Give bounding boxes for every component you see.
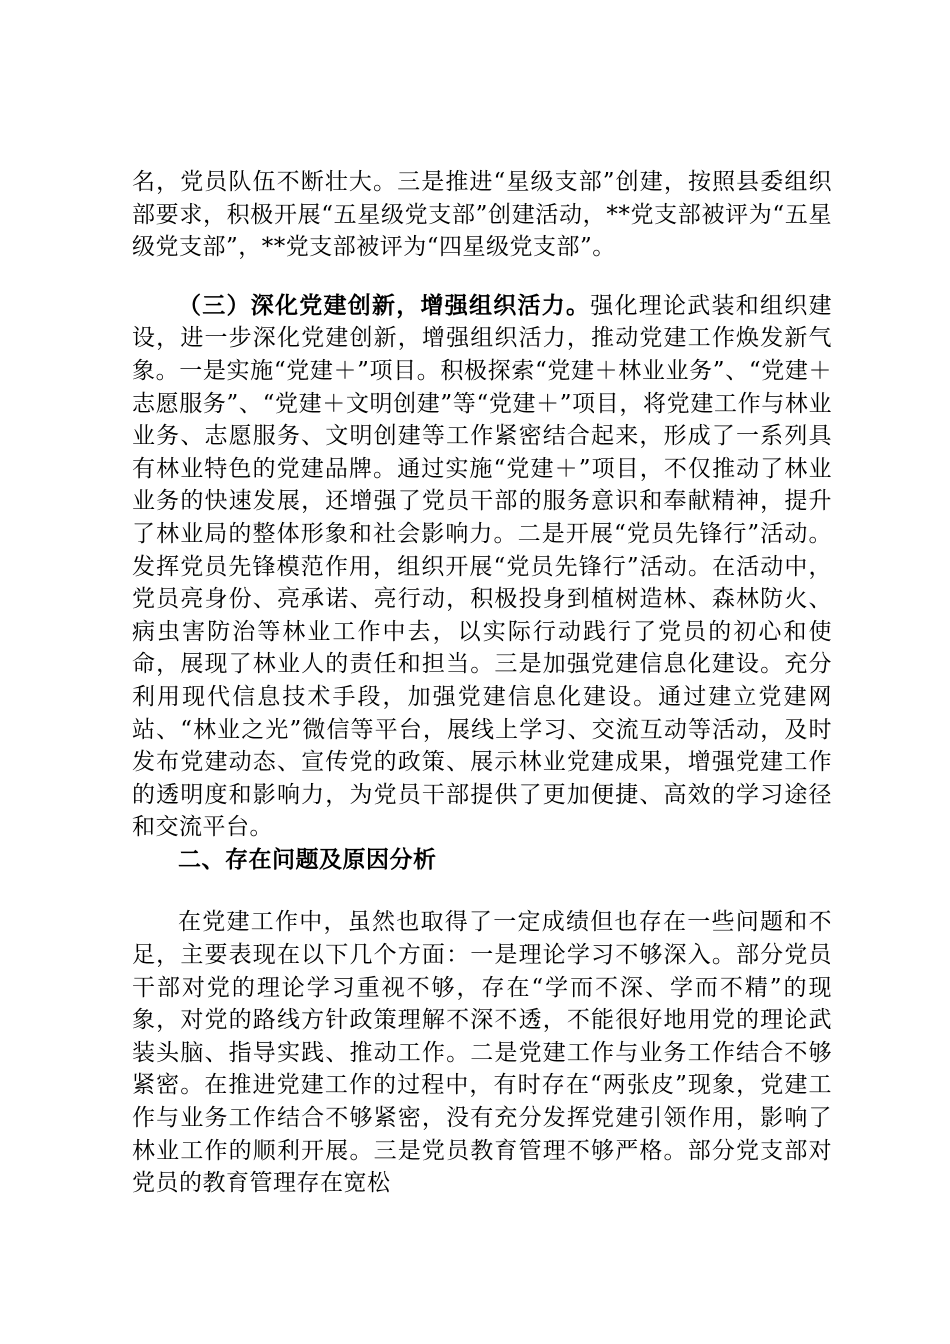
section-three-heading: （三）深化党建创新，增强组织活力。	[178, 292, 591, 319]
paragraph-continuation: 名，党员队伍不断壮大。三是推进“星级支部”创建，按照县委组织部要求，积极开展“五星级党支部”创建活动，**党支部被评为“五星级党支部”，**党支部被评为“四星级党支部”。	[132, 169, 832, 261]
section-three-paragraph	[132, 290, 832, 844]
section-heading-problems: 二、存在问题及原因分析	[178, 846, 437, 873]
paragraph-problems: 在党建工作中，虽然也取得了一定成绩但也存在一些问题和不足，主要表现在以下几个方面：一是理论学习不够深入。部分党员干部对党的理论学习重视不够，存在“学而不深、学而不精”的现象，对党的路线方针政策理解不深不透，不能很好地用党的理论武装头脑、指导实践、推动工作。二是党建工作与业务工作结合不够紧密。在推进党建工作的过程中，有时存在“两张皮”现象，党建工作与业务工作结合不够紧密，没有充分发挥党建引领作用，影响了林业工作的顺利开展。三是党员教育管理不够严格。部分党支部对党员的教育管理存在宽松	[132, 909, 832, 1197]
document-page	[132, 166, 832, 1200]
section-three-body: 强化理论武装和组织建设，进一步深化党建创新，增强组织活力，推动党建工作焕发新气象。一是实施“党建＋”项目。积极探索“党建＋林业业务”、“党建＋志愿服务”、“党建＋文明创建”等“党建＋”项目，将党建工作与林业业务、志愿服务、文明创建等工作紧密结合起来，形成了一系列具有林业特色的党建品牌。通过实施“党建＋”项目，不仅推动了林业业务的快速发展，还增强了党员干部的服务意识和奉献精神，提升了林业局的整体形象和社会影响力。二是开展“党员先锋行”活动。发挥党员先锋模范作用，组织开展“党员先锋行”活动。在活动中，党员亮身份、亮承诺、亮行动，积极投身到植树造林、森林防火、病虫害防治等林业工作中去，以实际行动践行了党员的初心和使命，展现了林业人的责任和担当。三是加强党建信息化建设。充分利用现代信息技术手段，加强党建信息化建设。通过建立党建网站、“林业之光”微信等平台，展线上学习、交流互动等活动，及时发布党建动态、宣传党的政策、展示林业党建成果，增强党建工作的透明度和影响力，为党员干部提供了更加便捷、高效的学习途径和交流平台。	[132, 292, 832, 841]
